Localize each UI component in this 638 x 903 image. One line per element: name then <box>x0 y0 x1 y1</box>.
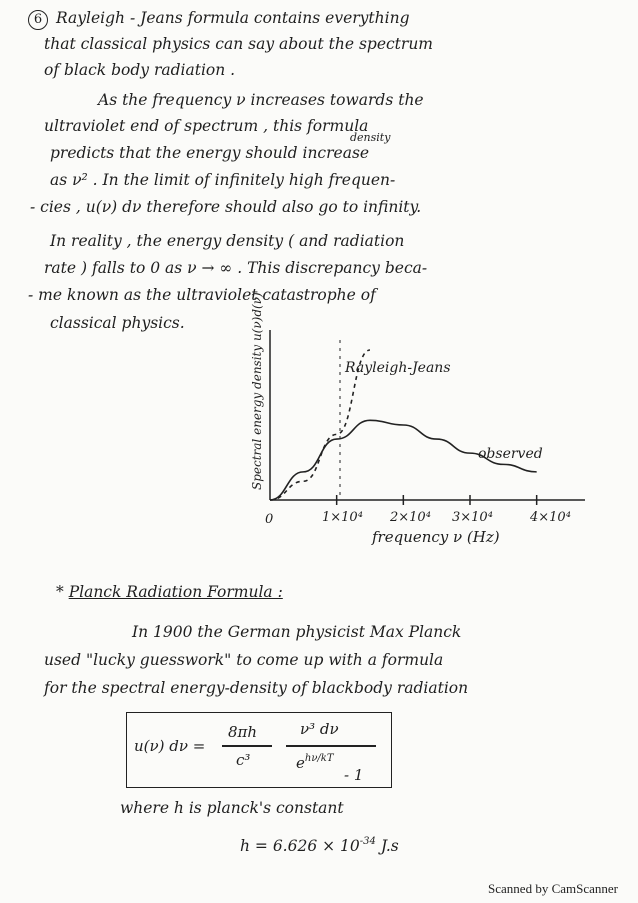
formula-exp-base: e <box>296 754 305 772</box>
text-line-9: In reality , the energy density ( and radiation <box>50 232 405 250</box>
text-line-11: - me known as the ultraviolet catastrophe of <box>28 286 376 304</box>
text-line-5: ultraviolet end of spectrum , this formula <box>44 117 369 135</box>
chart-origin-label: 0 <box>265 512 274 527</box>
formula-rhs-den <box>296 754 334 772</box>
chart-x-label: frequency ν (Hz) <box>372 528 500 546</box>
text-line-6: predicts that the energy should increase <box>50 144 370 162</box>
text-line-2: that classical physics can say about the spectrum <box>44 35 433 53</box>
planck-line-3: for the spectral energy-density of blackbody radiation <box>44 679 469 697</box>
planck-note: where h is planck's constant <box>120 799 344 817</box>
formula-rhs-fraction-line <box>286 745 376 747</box>
observed-label: observed <box>478 446 543 462</box>
text-line-12: classical physics. <box>50 314 185 332</box>
line-text: Rayleigh - Jeans formula contains everything <box>56 9 410 27</box>
formula-coef-fraction-line <box>222 745 272 747</box>
scanner-footer: Scanned by CamScanner <box>488 881 618 896</box>
formula-coef-den: c³ <box>236 751 251 769</box>
x-tick-label-4: 4×10⁴ <box>530 510 571 525</box>
asterisk-icon: * <box>56 583 69 601</box>
planck-line-1: In 1900 the German physicist Max Planck <box>132 623 462 641</box>
chart-y-label: Spectral energy density u(ν)d(ν) <box>250 292 264 490</box>
x-tick-label-2: 2×10⁴ <box>390 510 431 525</box>
x-tick-label-3: 3×10⁴ <box>452 510 493 525</box>
planck-value <box>240 836 622 859</box>
planck-value-text: h = 6.626 × 10 <box>240 837 360 855</box>
formula-rhs-num: ν³ dν <box>300 720 339 738</box>
chart-axes <box>270 330 585 500</box>
x-tick-label-1: 1×10⁴ <box>322 510 363 525</box>
text-line-8: - cies , u(ν) dν therefore should also go to infinity. <box>30 198 422 216</box>
planck-exponent: -34 <box>359 836 376 847</box>
text-line-4: As the frequency ν increases towards the <box>98 91 424 109</box>
planck-line-2: used "lucky guesswork" to come up with a formula <box>44 651 444 669</box>
inserted-word: density <box>350 131 391 144</box>
text-line-10: rate ) falls to 0 as ν → ∞ . This discrepancy beca- <box>44 259 428 277</box>
text-line-7: as ν² . In the limit of infinitely high frequen- <box>50 171 396 189</box>
formula-exponent: hν/kT <box>304 753 334 764</box>
planck-unit: J.s <box>380 837 399 855</box>
planck-heading-text: Planck Radiation Formula : <box>68 583 283 601</box>
formula-lhs: u(ν) dν = <box>134 737 206 755</box>
planck-heading <box>56 582 622 602</box>
formula-coef-num: 8πh <box>228 723 258 741</box>
formula-rhs-den-tail: - 1 <box>344 766 364 784</box>
rayleigh-jeans-label: Rayleigh-Jeans <box>345 360 451 376</box>
section-number: 6 <box>28 10 48 30</box>
text-line-3: of black body radiation . <box>44 61 236 79</box>
